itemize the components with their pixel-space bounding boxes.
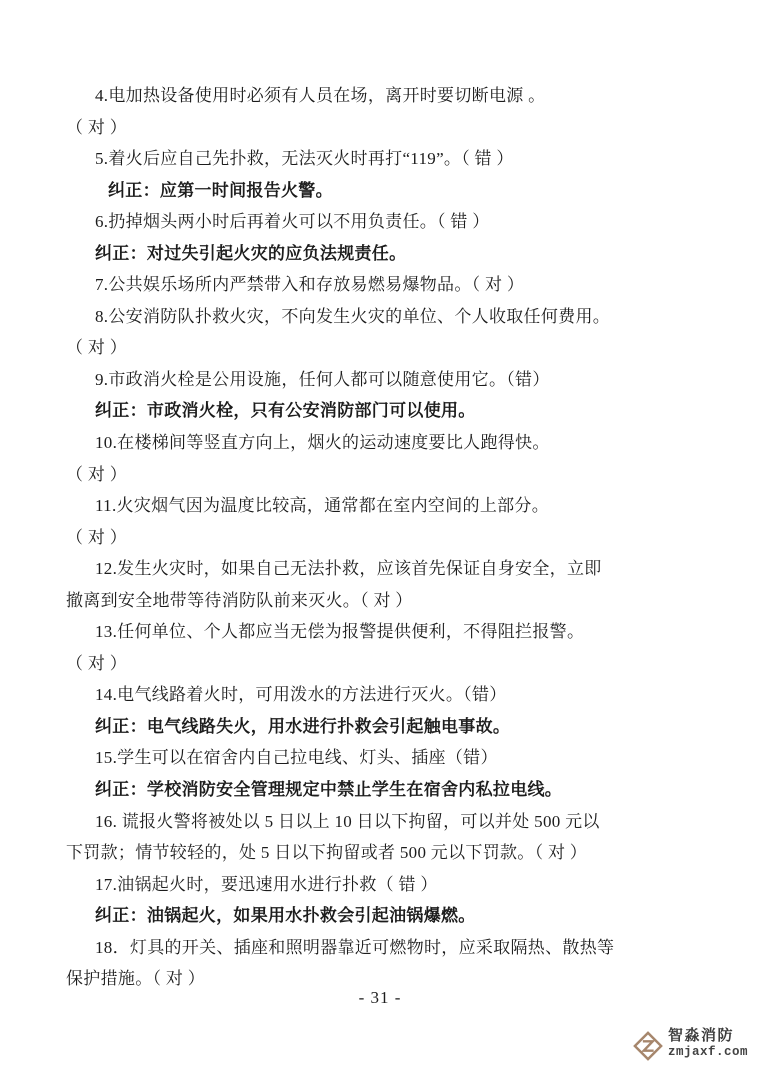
brand-watermark bbox=[633, 1025, 748, 1061]
correction-line: 纠正：油锅起火，如果用水扑救会引起油锅爆燃。 bbox=[95, 906, 476, 926]
text-line: 11.火灾烟气因为温度比较高，通常都在室内空间的上部分。 bbox=[95, 496, 550, 516]
text-line: 12.发生火灾时，如果自己无法扑救，应该首先保证自身安全，立即 bbox=[95, 559, 602, 579]
text-line: 7.公共娱乐场所内严禁带入和存放易燃易爆物品。（ 对 ） bbox=[95, 275, 525, 295]
text-line: 5.着火后应自己先扑救，无法灭火时再打“119”。（ 错 ） bbox=[95, 149, 514, 169]
text-line: （ 对 ） bbox=[66, 527, 127, 547]
text-line: 4.电加热设备使用时必须有人员在场，离开时要切断电源 。 bbox=[95, 86, 546, 105]
text-line: 8.公安消防队扑救火灾，不向发生火灾的单位、个人收取任何费用。 bbox=[95, 306, 611, 326]
text-line: 13.任何单位、个人都应当无偿为报警提供便利，不得阻拦报警。 bbox=[95, 622, 585, 642]
text-line: 6.扔掉烟头两小时后再着火可以不用负责任。（ 错 ） bbox=[95, 212, 490, 232]
text-line: 9.市政消火栓是公用设施，任何人都可以随意使用它。（错） bbox=[95, 369, 550, 389]
brand-domain: zmjaxf.com bbox=[667, 1044, 748, 1059]
text-line: 保护措施。（ 对 ） bbox=[66, 969, 205, 989]
correction-line: 纠正：市政消火栓，只有公安消防部门可以使用。 bbox=[95, 401, 476, 421]
text-line: 14.电气线路着火时，可用泼水的方法进行灭火。（错） bbox=[95, 685, 507, 705]
text-line: 撤离到安全地带等待消防队前来灭火。（ 对 ） bbox=[66, 590, 413, 610]
correction-line: 纠正：对过失引起火灾的应负法规责任。 bbox=[95, 243, 407, 263]
brand-text-block bbox=[668, 1028, 748, 1059]
text-line: （ 对 ） bbox=[66, 653, 127, 673]
correction-line: 纠正：应第一时间报告火警。 bbox=[108, 180, 333, 200]
text-line: 15.学生可以在宿舍内自己拉电线、灯头、插座（错） bbox=[95, 748, 498, 768]
text-line: 16. 谎报火警将被处以 5 日以上 10 日以下拘留，可以并处 500 元以 bbox=[95, 811, 600, 831]
page-number: - 31 - bbox=[358, 988, 402, 1007]
text-line: 18．灯具的开关、插座和照明器靠近可燃物时，应采取隔热、散热等 bbox=[95, 937, 615, 957]
document-body bbox=[66, 80, 698, 995]
text-line: 17.油锅起火时，要迅速用水进行扑救（ 错 ） bbox=[95, 874, 438, 894]
brand-name: 智淼消防 bbox=[667, 1026, 734, 1044]
text-line: 10.在楼梯间等竖直方向上，烟火的运动速度要比人跑得快。 bbox=[95, 433, 550, 453]
text-line: （ 对 ） bbox=[66, 117, 127, 137]
text-line: 下罚款；情节较轻的，处 5 日以下拘留或者 500 元以下罚款。（ 对 ） bbox=[66, 843, 588, 863]
text-line: （ 对 ） bbox=[66, 338, 127, 358]
zm-diamond-logo-icon bbox=[633, 1031, 663, 1061]
correction-line: 纠正：学校消防安全管理规定中禁止学生在宿舍内私拉电线。 bbox=[95, 780, 563, 800]
text-line: （ 对 ） bbox=[66, 464, 127, 484]
correction-line: 纠正：电气线路失火，用水进行扑救会引起触电事故。 bbox=[95, 716, 511, 736]
